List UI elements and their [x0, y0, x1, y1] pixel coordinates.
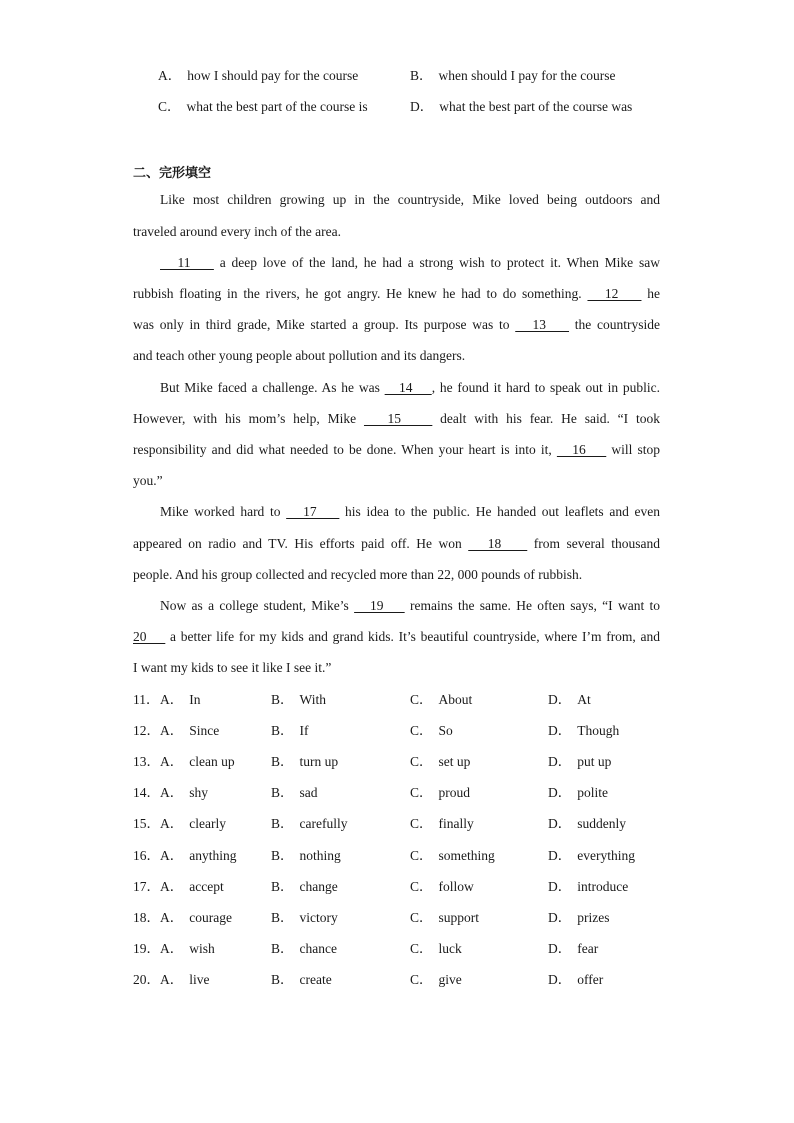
answer-option-a — [160, 972, 210, 988]
option-letter: D． — [548, 692, 572, 707]
option-letter: D． — [548, 971, 572, 987]
answer-option-c — [410, 972, 462, 988]
prev-option-b — [410, 68, 615, 84]
answer-option-a — [160, 879, 224, 895]
passage-text: remains the same. He often says, “I want to — [404, 598, 660, 613]
answer-option-b — [271, 848, 341, 864]
option-letter: C． — [410, 971, 433, 987]
question-row — [133, 910, 693, 926]
blank-12: 12 — [587, 286, 642, 301]
option-letter: A． — [158, 68, 182, 83]
question-number: 17． — [133, 878, 160, 894]
option-text: offer — [577, 971, 604, 987]
answer-option-a — [160, 785, 208, 801]
answer-option-b — [271, 692, 326, 708]
option-text: shy — [189, 785, 209, 801]
passage-text: a better life for my kids and grand kids. It’s beautiful countryside, where I’m from, and — [165, 629, 661, 644]
blank-18: 18 — [468, 536, 528, 551]
option-letter: D． — [548, 909, 572, 925]
question-number: 11． — [133, 692, 160, 707]
answer-option-b — [271, 972, 332, 988]
option-letter: A． — [160, 754, 184, 770]
option-letter: D． — [548, 754, 572, 770]
option-letter: A． — [160, 878, 184, 894]
passage-text: responsibility and did what needed to be done. When your heart is into it, — [133, 442, 557, 457]
option-text: proud — [438, 785, 471, 801]
prev-option-d — [410, 99, 632, 115]
passage-line — [133, 629, 660, 645]
option-text: At — [577, 692, 591, 707]
passage-line: I want my kids to see it like I see it.” — [133, 660, 332, 675]
option-text: victory — [299, 909, 338, 925]
option-text: Though — [577, 723, 620, 739]
passage-text: was only in third grade, Mike started a group. Its purpose was to — [133, 317, 516, 332]
option-text: everything — [577, 847, 635, 863]
option-letter: C． — [158, 99, 181, 114]
option-text: sad — [299, 785, 318, 801]
passage-line — [133, 536, 660, 552]
question-row — [133, 972, 693, 988]
blank-17: 17 — [286, 504, 340, 519]
answer-option-b — [271, 785, 318, 801]
option-text: follow — [438, 878, 474, 894]
option-letter: B． — [271, 971, 294, 987]
answer-option-b — [271, 941, 337, 957]
option-letter: A． — [160, 909, 184, 925]
option-letter: C． — [410, 878, 433, 894]
passage-text: But Mike faced a challenge. As he was — [160, 380, 385, 395]
blank-13: 13 — [515, 317, 570, 332]
option-letter: D． — [548, 816, 572, 832]
answer-option-d — [548, 941, 598, 957]
option-text: introduce — [577, 878, 629, 894]
option-text: finally — [438, 816, 474, 832]
passage-line — [160, 255, 660, 271]
passage-line — [133, 442, 660, 458]
option-letter: D． — [548, 723, 572, 739]
option-letter: A． — [160, 692, 184, 707]
option-text: how I should pay for the course — [187, 68, 359, 83]
answer-option-c — [410, 692, 472, 708]
passage-line: and teach other young people about pollution and its dangers. — [133, 348, 466, 363]
answer-option-d — [548, 910, 609, 926]
answer-option-c — [410, 785, 470, 801]
section-title: 二、完形填空 — [133, 166, 212, 181]
answer-option-d — [548, 972, 603, 988]
option-text: something — [438, 847, 495, 863]
question-number: 20． — [133, 971, 160, 987]
option-text: In — [189, 692, 201, 707]
question-row — [133, 754, 693, 770]
option-text: anything — [189, 847, 237, 863]
blank-15: 15 — [363, 411, 433, 426]
option-letter: A． — [160, 847, 184, 863]
passage-line: you.” — [133, 473, 163, 488]
option-letter: D． — [548, 878, 572, 894]
answer-option-d — [548, 816, 626, 832]
option-text: prizes — [577, 909, 610, 925]
blank-20: 20 — [133, 629, 166, 644]
question-row — [133, 816, 693, 832]
option-letter: B． — [271, 847, 294, 863]
answer-option-a — [160, 754, 235, 770]
option-text: support — [438, 909, 480, 925]
option-text: carefully — [299, 816, 348, 832]
answer-option-a — [160, 941, 215, 957]
passage-line — [133, 317, 660, 333]
passage-line: traveled around every inch of the area. — [133, 224, 342, 239]
question-number: 19． — [133, 940, 160, 956]
option-letter: A． — [160, 785, 184, 801]
option-text: courage — [189, 909, 232, 925]
option-text: suddenly — [577, 816, 626, 832]
option-text: fear — [577, 940, 599, 956]
question-row — [133, 941, 693, 957]
answer-option-d — [548, 754, 611, 770]
passage-text: Now as a college student, Mike’s — [160, 598, 355, 613]
answer-option-b — [271, 879, 338, 895]
option-text: About — [438, 692, 473, 707]
option-letter: C． — [410, 692, 433, 707]
answer-option-a — [160, 723, 219, 739]
prev-option-a — [158, 68, 358, 84]
option-letter: D． — [548, 847, 572, 863]
option-text: turn up — [299, 754, 339, 770]
option-letter: A． — [160, 940, 184, 956]
passage-text: from several thousand — [527, 536, 660, 551]
answer-option-d — [548, 723, 619, 739]
option-text: live — [189, 971, 210, 987]
question-number: 12． — [133, 723, 160, 739]
answer-option-c — [410, 723, 453, 739]
question-number: 18． — [133, 909, 160, 925]
answer-option-a — [160, 848, 237, 864]
blank-19: 19 — [354, 598, 405, 613]
question-row — [133, 879, 693, 895]
option-letter: C． — [410, 816, 433, 832]
option-text: Since — [189, 723, 220, 739]
passage-text: However, with his mom’s help, Mike — [133, 411, 364, 426]
passage-text: the countryside — [569, 317, 661, 332]
question-number: 14． — [133, 785, 160, 801]
passage-text: will stop — [606, 442, 661, 457]
option-text: polite — [577, 785, 608, 801]
answer-option-a — [160, 816, 226, 832]
passage-text: dealt with his fear. He said. “I took — [432, 411, 660, 426]
question-row — [133, 723, 693, 739]
passage-line — [133, 286, 660, 302]
option-text: set up — [438, 754, 471, 770]
option-letter: B． — [410, 68, 433, 83]
passage-text: rubbish floating in the rivers, he got angry. He knew he had to do something. — [133, 286, 588, 301]
passage-text: his idea to the public. He handed out leaflets and even — [339, 504, 661, 519]
option-letter: C． — [410, 847, 433, 863]
option-text: So — [438, 723, 453, 739]
option-letter: B． — [271, 816, 294, 832]
answer-option-d — [548, 692, 591, 708]
option-letter: B． — [271, 785, 294, 801]
option-text: If — [299, 723, 309, 739]
option-letter: C． — [410, 785, 433, 801]
option-letter: B． — [271, 692, 294, 707]
prev-option-c — [158, 99, 368, 115]
blank-16: 16 — [556, 442, 607, 457]
passage-text: Mike worked hard to — [160, 504, 287, 519]
answer-option-b — [271, 754, 338, 770]
passage-text: a deep love of the land, he had a strong wish to protect it. When Mike saw — [213, 255, 661, 270]
answer-option-a — [160, 910, 232, 926]
question-number: 16． — [133, 847, 160, 863]
option-text: With — [299, 692, 326, 707]
question-row — [133, 785, 693, 801]
answer-option-b — [271, 723, 309, 739]
option-text: change — [299, 878, 338, 894]
question-row — [133, 848, 693, 864]
blank-11: 11 — [160, 255, 214, 270]
option-text: accept — [189, 878, 224, 894]
option-text: create — [299, 971, 332, 987]
question-row — [133, 692, 693, 708]
option-text: what the best part of the course was — [439, 99, 633, 114]
option-text: nothing — [299, 847, 341, 863]
passage-line: Like most children growing up in the countryside, Mike loved being outdoors and — [160, 192, 660, 207]
passage-line: people. And his group collected and recycled more than 22, 000 pounds of rubbish. — [133, 567, 583, 582]
question-number: 15． — [133, 816, 160, 832]
option-letter: D． — [548, 785, 572, 801]
option-text: what the best part of the course is — [186, 99, 368, 114]
option-text: put up — [577, 754, 612, 770]
option-letter: B． — [271, 754, 294, 770]
answer-option-c — [410, 941, 462, 957]
answer-option-a — [160, 692, 201, 708]
passage-line — [160, 380, 660, 396]
answer-option-d — [548, 848, 635, 864]
option-text: give — [438, 971, 462, 987]
option-letter: A． — [160, 971, 184, 987]
answer-option-c — [410, 754, 470, 770]
option-letter: A． — [160, 723, 184, 739]
passage-text: he — [641, 286, 661, 301]
option-letter: A． — [160, 816, 184, 832]
answer-option-d — [548, 785, 608, 801]
answer-option-c — [410, 848, 495, 864]
answer-option-c — [410, 910, 479, 926]
passage-line — [160, 504, 660, 520]
option-text: luck — [438, 940, 462, 956]
option-letter: B． — [271, 878, 294, 894]
option-text: when should I pay for the course — [438, 68, 616, 83]
option-letter: C． — [410, 754, 433, 770]
passage-line — [160, 598, 660, 614]
option-text: chance — [299, 940, 337, 956]
question-number: 13． — [133, 754, 160, 770]
answer-option-d — [548, 879, 628, 895]
option-text: clearly — [189, 816, 226, 832]
option-letter: C． — [410, 909, 433, 925]
option-letter: B． — [271, 940, 294, 956]
option-letter: B． — [271, 723, 294, 739]
option-letter: C． — [410, 723, 433, 739]
passage-line — [133, 411, 660, 427]
option-letter: B． — [271, 909, 294, 925]
option-letter: D． — [410, 99, 434, 114]
answer-option-b — [271, 816, 347, 832]
blank-14: 14 — [384, 380, 432, 395]
option-letter: C． — [410, 940, 433, 956]
answer-option-c — [410, 879, 474, 895]
option-text: wish — [189, 940, 215, 956]
option-text: clean up — [189, 754, 235, 770]
option-letter: D． — [548, 940, 572, 956]
passage-text: , he found it hard to speak out in public. — [431, 380, 661, 395]
passage-text: appeared on radio and TV. His efforts paid off. He won — [133, 536, 469, 551]
answer-option-b — [271, 910, 338, 926]
answer-option-c — [410, 816, 474, 832]
